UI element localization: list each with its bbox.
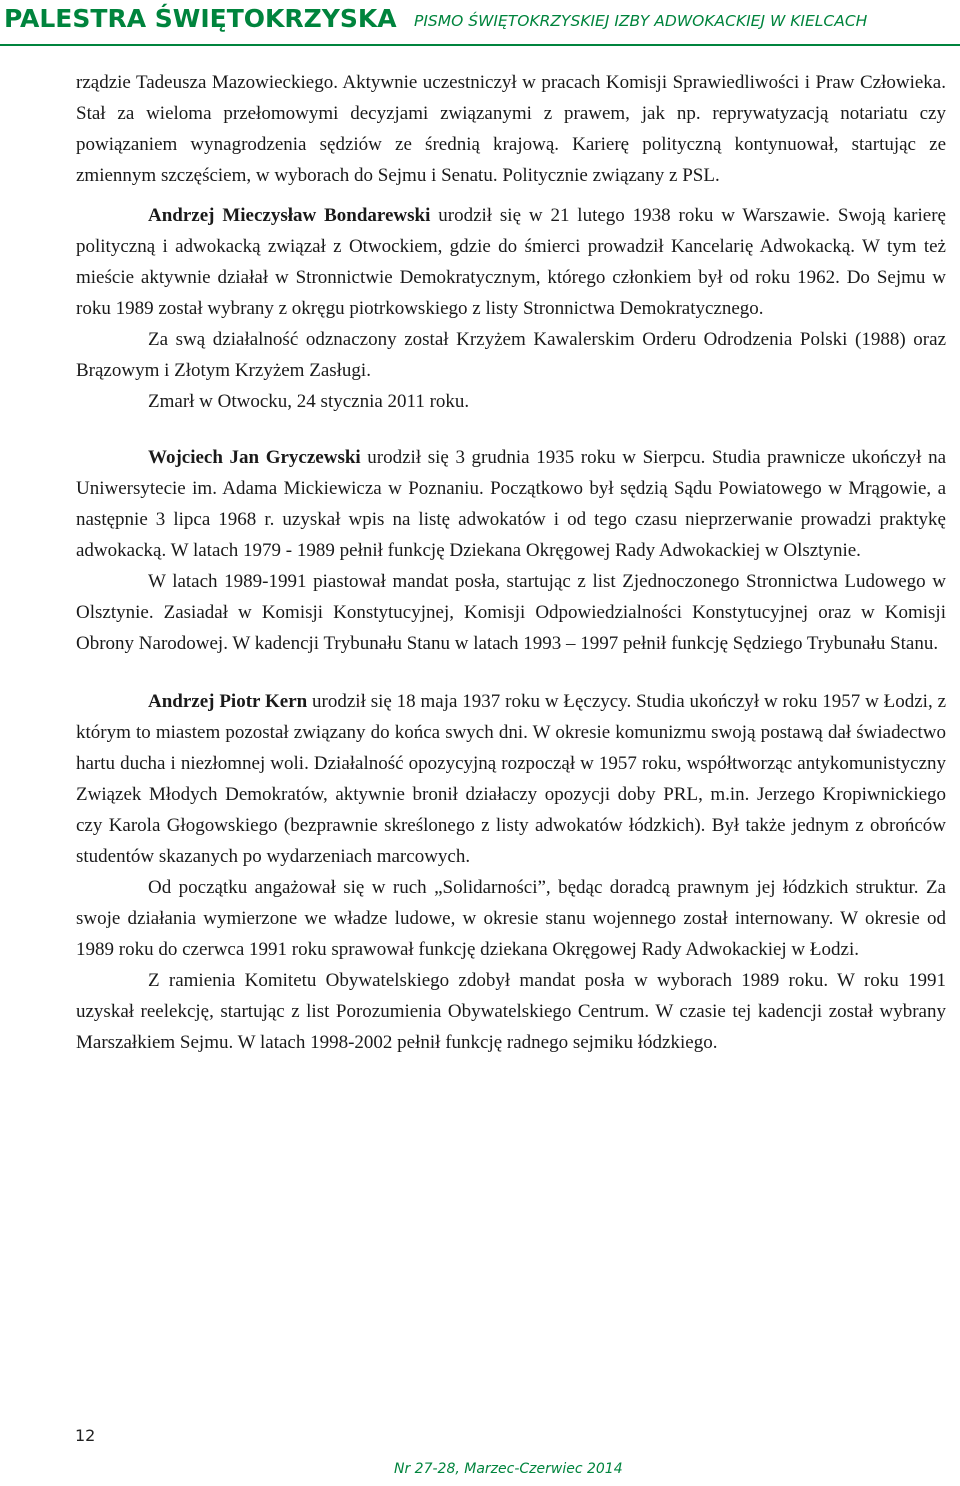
bio-gryczewski-paragraph-2: W latach 1989-1991 piastował mandat posła, startując z list Zjednoczonego Stronnictwa Ludowego w Olsztynie. Zasiadał w Komisji Konstytucyjnej, Komisji Odpowiedzialności Konstytucyjnej oraz w Komisji Obrony Narodowej. W kadencji Trybunału Stanu w latach 1993 – 1997 pełnił funkcję Sędziego Trybunału Stanu. [76,571,946,654]
bio-bondarewski-paragraph-2: Za swą działalność odznaczony został Krzyżem Kawalerskim Orderu Odrodzenia Polski (1988) oraz Brązowym i Złotym Krzyżem Zasługi. [76,329,946,381]
person-name-bondarewski: Andrzej Mieczysław Bondarewski [148,205,431,226]
bio-bondarewski-paragraph-1 [76,200,946,324]
bio-kern-paragraph-2: Od początku angażował się w ruch „Solidarności”, będąc doradcą prawnym jej łódzkich struktur. Za swoje działania wymierzone we władze ludowe, w okresie stanu wojennego został internowany. W okresie od 1989 roku do czerwca 1991 roku sprawował funkcję dziekana Okręgowej Rady Adwokackiej w Łodzi. [76,877,946,960]
spacer [76,417,946,442]
paragraph-intro: rządzie Tadeusza Mazowieckiego. Aktywnie uczestniczył w pracach Komisji Sprawiedliwości i Praw Człowieka. Stał za wieloma przełomowymi decyzjami związanymi z prawem, jak np. reprywatyzacją notariatu czy powiązaniem wynagrodzenia sędziów ze średnią krajową. Karierę polityczną kontynuował, startując ze zmiennym szczęściem, w wyborach do Sejmu i Senatu. Politycznie związany z PSL. [76,72,946,186]
bio-kern-paragraph-3: Z ramienia Komitetu Obywatelskiego zdobył mandat posła w wyborach 1989 roku. W roku 1991 uzyskał reelekcję, startując z list Porozumienia Obywatelskiego Centrum. W czasie tej kadencji został wybrany Marszałkiem Sejmu. W latach 1998-2002 pełnił funkcję radnego sejmiku łódzkiego. [76,970,946,1053]
bio-text: urodził się w 21 lutego 1938 roku w Warszawie. Swoją karierę polityczną i adwokacką związał z Otwockiem, gdzie do śmierci prowadził Kancelarię Adwokacką. W tym też mieście aktywnie działał w Stronnictwie Demokratycznym, którego członkiem był od roku 1962. Do Sejmu w roku 1989 został wybrany z okręgu piotrkowskiego z listy Stronnictwa Demokratycznego. [76,205,946,319]
header-rule [0,44,960,46]
page-header [0,0,960,46]
person-name-gryczewski: Wojciech Jan Gryczewski [148,447,361,468]
bio-text: urodził się 3 grudnia 1935 roku w Sierpcu. Studia prawnicze ukończył na Uniwersytecie im. Adama Mickiewicza w Poznaniu. Początkowo był sędzią Sądu Powiatowego w Mrągowie, a następnie 3 lipca 1968 r. uzyskał wpis na listę adwokatów i od tego czasu nieprzerwanie prowadzi praktykę adwokacką. W latach 1979 - 1989 pełnił funkcję Dziekana Okręgowej Rady Adwokackiej w Olsztynie. [76,447,946,561]
bio-bondarewski-paragraph-3: Zmarł w Otwocku, 24 stycznia 2011 roku. [148,391,470,412]
spacer [76,191,946,200]
masthead-subtitle: PISMO ŚWIĘTOKRZYSKIEJ IZBY ADWOKACKIEJ W KIELCACH [414,12,868,30]
spacer [76,659,946,686]
article-body [76,67,946,1058]
page-number: 12 [75,1426,96,1445]
bio-text: urodził się 18 maja 1937 roku w Łęczycy. Studia ukończył w roku 1957 w Łodzi, z którym to miastem pozostał związany do końca swych dni. W okresie komunizmu swoją postawą dał świadectwo hartu ducha i niezłomnej woli. Działalność opozycyjną rozpoczął w 1957 roku, współtworząc antykomunistyczny Związek Młodych Demokratów, aktywnie bronił działaczy opozycji doby PRL, m.in. Jerzego Kropiwnickiego czy Karola Głogowskiego (bezprawnie skreślonego z listy adwokatów łódzkich). Był także jednym z obrońców studentów skazanych po wydarzeniach marcowych. [76,691,946,867]
issue-footer: Nr 27-28, Marzec-Czerwiec 2014 [394,1461,623,1477]
person-name-kern: Andrzej Piotr Kern [148,691,308,712]
bio-kern-paragraph-1 [76,686,946,872]
bio-gryczewski-paragraph-1 [76,442,946,566]
masthead-title: PALESTRA ŚWIĘTOKRZYSKA [4,4,397,33]
